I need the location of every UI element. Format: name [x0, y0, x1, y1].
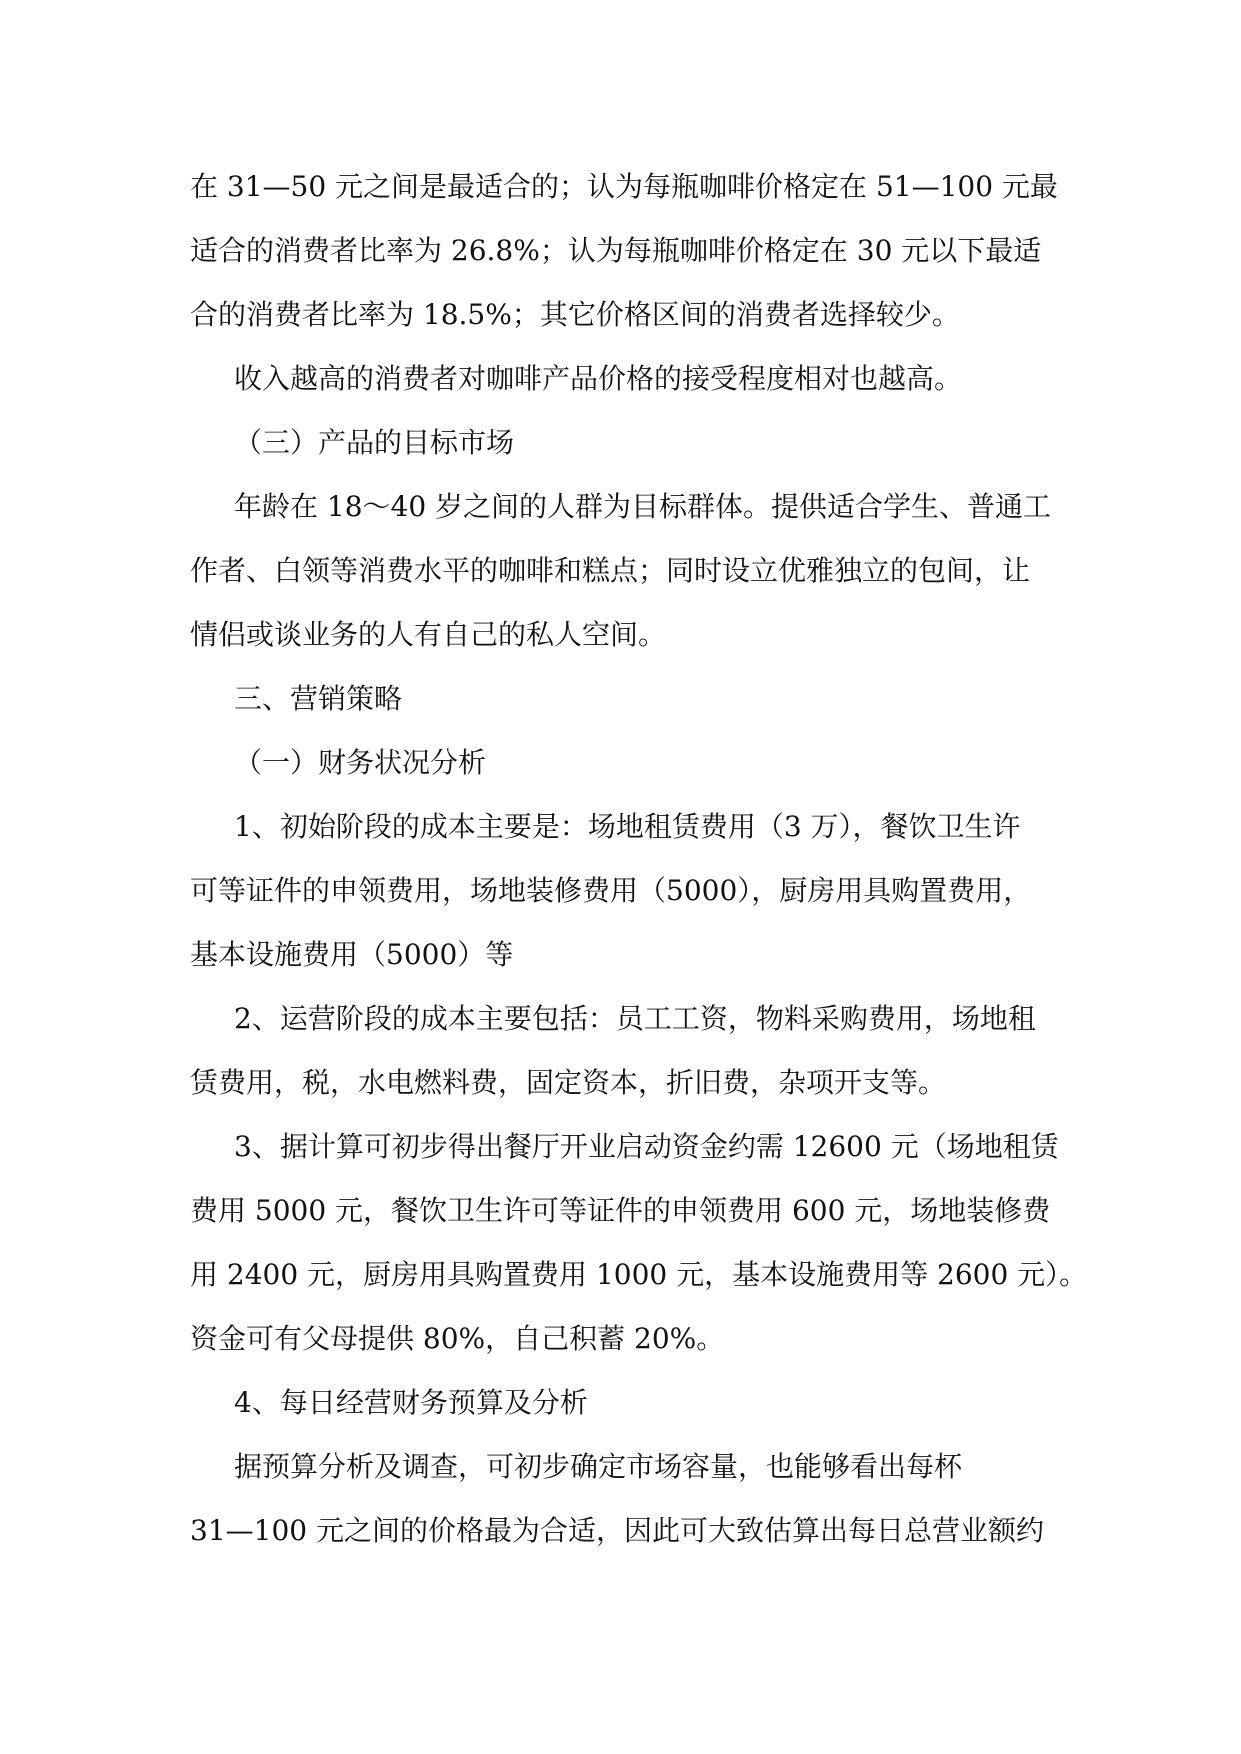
paragraph-line: 3、据计算可初步得出餐厅开业启动资金约需 12600 元（场地租赁	[234, 1130, 1059, 1163]
section-heading: （三）产品的目标市场	[234, 426, 515, 459]
text-line: 费用 5000 元，餐饮卫生许可等证件的申领费用 600 元，场地装修费	[190, 1194, 1051, 1227]
section-heading: （一）财务状况分析	[234, 746, 487, 779]
text-line: 合的消费者比率为 18.5%；其它价格区间的消费者选择较少。	[190, 298, 960, 331]
text-line: 赁费用，税，水电燃料费，固定资本，折旧费，杂项开支等。	[190, 1066, 947, 1099]
subsection-heading: 4、每日经营财务预算及分析	[234, 1386, 588, 1419]
paragraph-line: 年龄在 18～40 岁之间的人群为目标群体。提供适合学生、普通工	[234, 490, 1052, 523]
document-body	[190, 155, 1088, 1563]
paragraph-line: 据预算分析及调查，可初步确定市场容量，也能够看出每杯	[234, 1450, 963, 1483]
paragraph-line: 2、运营阶段的成本主要包括：员工工资，物料采购费用，场地租	[234, 1002, 1036, 1035]
text-line: 资金可有父母提供 80%，自己积蓄 20%。	[190, 1322, 725, 1355]
text-line: 在 31—50 元之间是最适合的；认为每瓶咖啡价格定在 51—100 元最	[190, 170, 1058, 203]
paragraph-line: 1、初始阶段的成本主要是：场地租赁费用（3 万），餐饮卫生许	[234, 810, 1021, 843]
text-line: 用 2400 元，厨房用具购置费用 1000 元，基本设施费用等 2600 元）。	[190, 1258, 1088, 1291]
text-line: 适合的消费者比率为 26.8%；认为每瓶咖啡价格定在 30 元以下最适	[190, 234, 1042, 267]
text-line: 情侣或谈业务的人有自己的私人空间。	[190, 618, 667, 651]
text-line: 可等证件的申领费用，场地装修费用（5000），厨房用具购置费用，	[190, 874, 1032, 907]
text-line: 基本设施费用（5000）等	[190, 938, 514, 971]
chapter-heading: 三、营销策略	[234, 682, 403, 715]
text-line: 作者、白领等消费水平的咖啡和糕点；同时设立优雅独立的包间，让	[190, 554, 1031, 587]
text-line: 31—100 元之间的价格最为合适，因此可大致估算出每日总营业额约	[190, 1514, 1044, 1547]
paragraph-line: 收入越高的消费者对咖啡产品价格的接受程度相对也越高。	[234, 362, 963, 395]
